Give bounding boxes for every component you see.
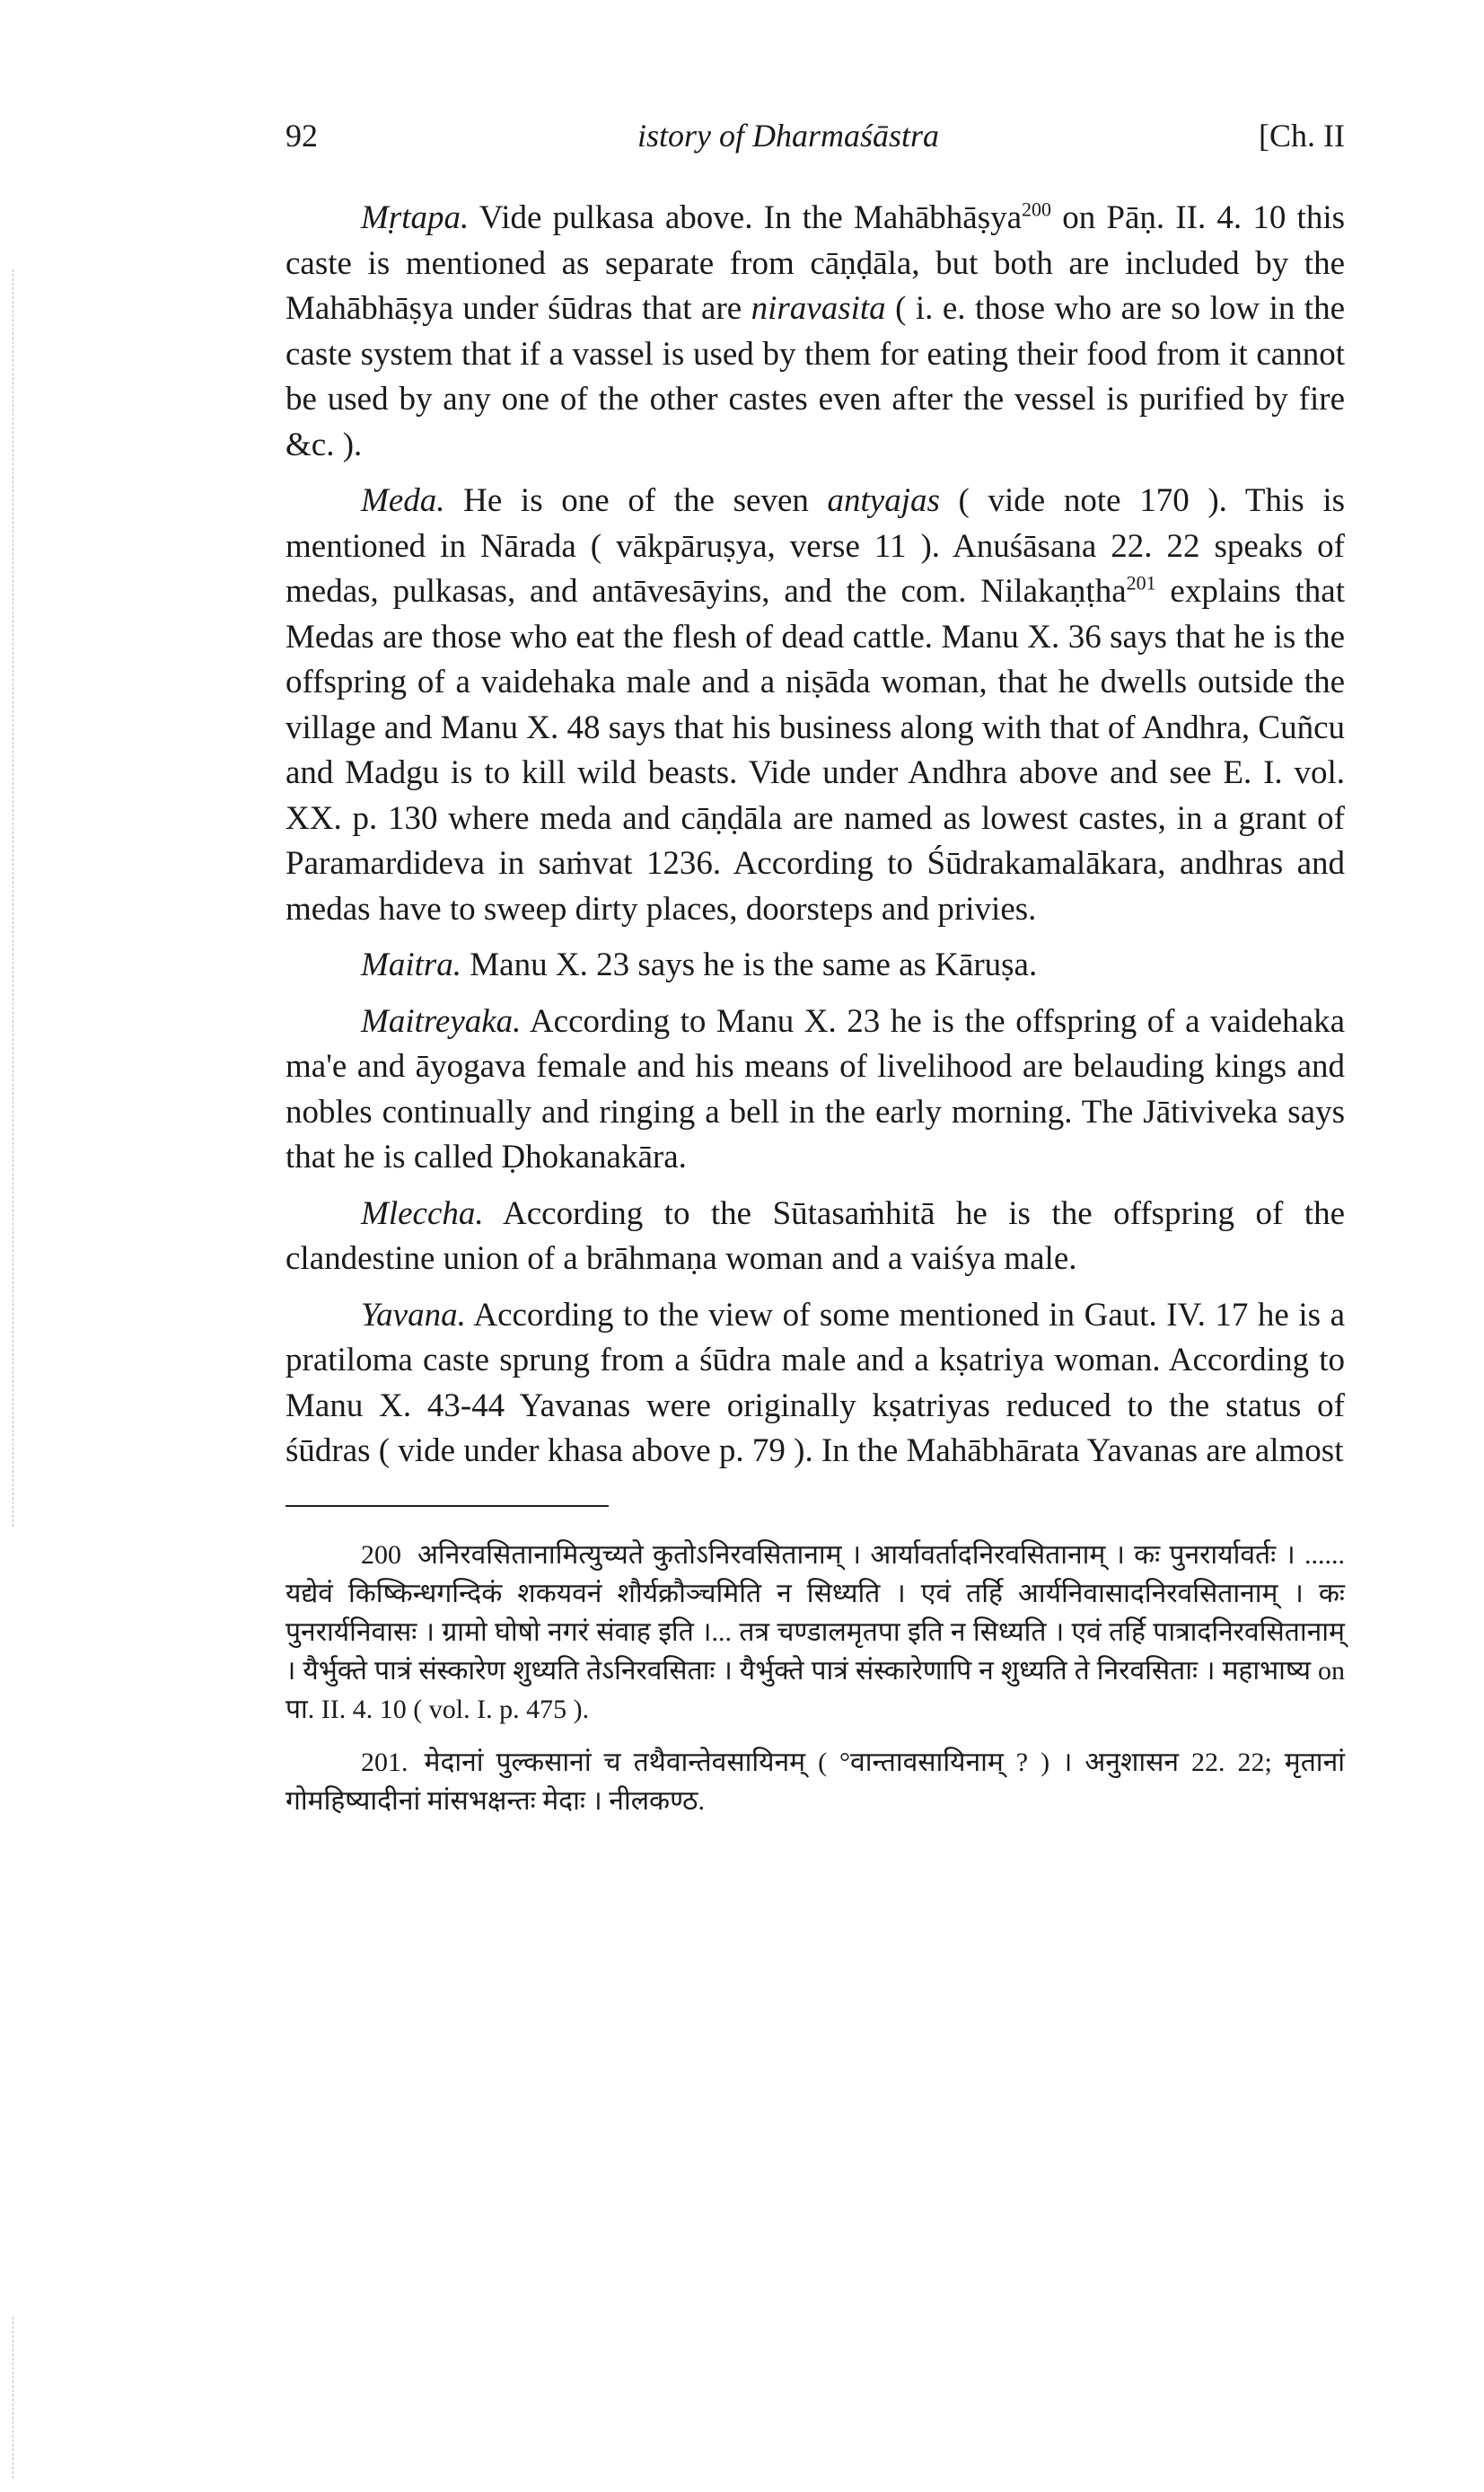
footnote-200 (285, 1536, 1345, 1729)
term-heading: Mleccha. (361, 1194, 484, 1232)
paragraph-text: According to the view of some mentioned in Gaut. IV. 17 he is a pratiloma caste sprung from a śūdra male and a kṣatriya woman. According to Manu X. 43-44 Yavanas were originally kṣatriyas reduced to the status of śūdras ( vide under khasa above p. 79 ). In the Mahābhārata Yavanas are almost (285, 1296, 1345, 1469)
paragraph-text: Manu X. 23 says he is the same as Kāruṣa. (461, 947, 1038, 983)
paragraph-text: on Pāṇ. II. 4. 10 this caste is mentioned as separate from cāṇḍāla, but both are included by the Mahābhāṣya under śūdras that are (285, 199, 1345, 327)
book-page (285, 117, 1345, 1835)
paragraph-text: explains that Medas are those who eat the flesh of dead cattle. Manu X. 36 says that he is the offspring of a vaidehaka male and a niṣāda woman, that he dwells outside the village and Manu X. 48 says that his business along with that of Andhra, Cuñcu and Madgu is to kill wild beasts. Vide under Andhra above and see E. I. vol. XX. p. 130 where meda and cāṇḍāla are named as lowest castes, in a grant of Paramardideva in saṁvat 1236. According to Śūdrakamalākara, andhras and medas have to sweep dirty places, doorsteps and privies. (285, 573, 1345, 928)
footnote-number: 200 (361, 1539, 401, 1570)
footnote-number: 201. (361, 1747, 408, 1777)
running-title: istory of Dharmaśāstra (637, 118, 940, 154)
paragraph-maitreyaka (285, 999, 1345, 1181)
paragraph-text: Vide pulkasa above. In the Mahābhāṣya (469, 199, 1023, 236)
footnote-201 (285, 1743, 1345, 1820)
chapter-label: [Ch. II (1259, 118, 1345, 154)
paragraph-mrtapa (285, 196, 1345, 468)
paragraph-text: ( vide note 170 ). This is mentioned in Nārada ( vākpāruṣya, verse 11 ). Anuśāsana 22. 22 speaks of medas, pulkasas, and antāvesāyins, and the com. Nilakaṇṭha (285, 482, 1345, 610)
footnote-text: अनिरवसितानामित्युच्यते कुतोऽनिरवसितानाम् । आर्यावर्तादनिरवसितानाम् । कः पुनरार्यावर्तः । ...... यद्येवं किष्किन्धगन्दिकं शकयवनं शौर्यक्रौञ्चमिति न सिध्यति । एवं तर्हि आर्यनिवासादनिरवसितानाम् । कः पुनरार्यनिवासः । ग्रामो घोषो नगरं संवाह इति ।... तत्र चण्डालमृतपा इति न सिध्यति । एवं तर्हि पात्रादनिरवसितानाम् । यैर्भुक्ते पात्रं संस्कारेण शुध्यति तेऽनिरवसिताः । यैर्भुक्ते पात्रं संस्कारेणापि न शुध्यति ते निरवसिताः । महाभाष्य on पा. II. 4. 10 ( vol. I. p. 475 ). (285, 1539, 1345, 1724)
footnote-text: मेदानां पुल्कसानां च तथैवान्तेवसायिनम् ( °वान्तावसायिनाम् ? ) । अनुशासन 22. 22; मृतानां गोमहिष्यादीनां मांसभक्षन्तः मेदाः । नीलकण्ठ. (285, 1747, 1345, 1816)
footnote-divider (285, 1505, 609, 1507)
paragraph-mleccha (285, 1192, 1345, 1282)
paragraph-text: According to the Sūtasaṁhitā he is the offspring of the clandestine union of a brāhmaṇa woman and a vaiśya male. (285, 1194, 1345, 1277)
paragraph-maitra (285, 943, 1345, 989)
paragraph-yavana (285, 1293, 1345, 1475)
footnote-ref[interactable]: 201 (1126, 571, 1156, 594)
paragraph-meda (285, 479, 1345, 932)
footnote-ref[interactable]: 200 (1022, 198, 1052, 221)
term-inline: niravasita (751, 290, 886, 327)
term-heading: Mṛtapa. (361, 199, 470, 236)
term-heading: Maitra. (361, 947, 462, 983)
term-heading: Yavana. (361, 1296, 466, 1334)
page-number: 92 (285, 118, 318, 154)
paragraph-text: ( i. e. those who are so low in the caste system that if a vassel is used by them for eating their food from it cannot be used by any one of the other castes even after the vessel is purified by fire &c. ). (285, 290, 1345, 463)
term-heading: Meda. (361, 482, 445, 519)
paragraph-text: He is one of the seven (444, 482, 828, 519)
running-header (285, 117, 1345, 154)
paragraph-text: According to Manu X. 23 he is the offspring of a vaidehaka ma'e and āyogava female and his means of livelihood are belauding kings and nobles continually and ringing a bell in the early morning. The Jātiviveka says that he is called Ḍhokanakāra. (285, 1002, 1345, 1176)
term-inline: antyajas (827, 482, 940, 519)
term-heading: Maitreyaka. (361, 1002, 522, 1040)
